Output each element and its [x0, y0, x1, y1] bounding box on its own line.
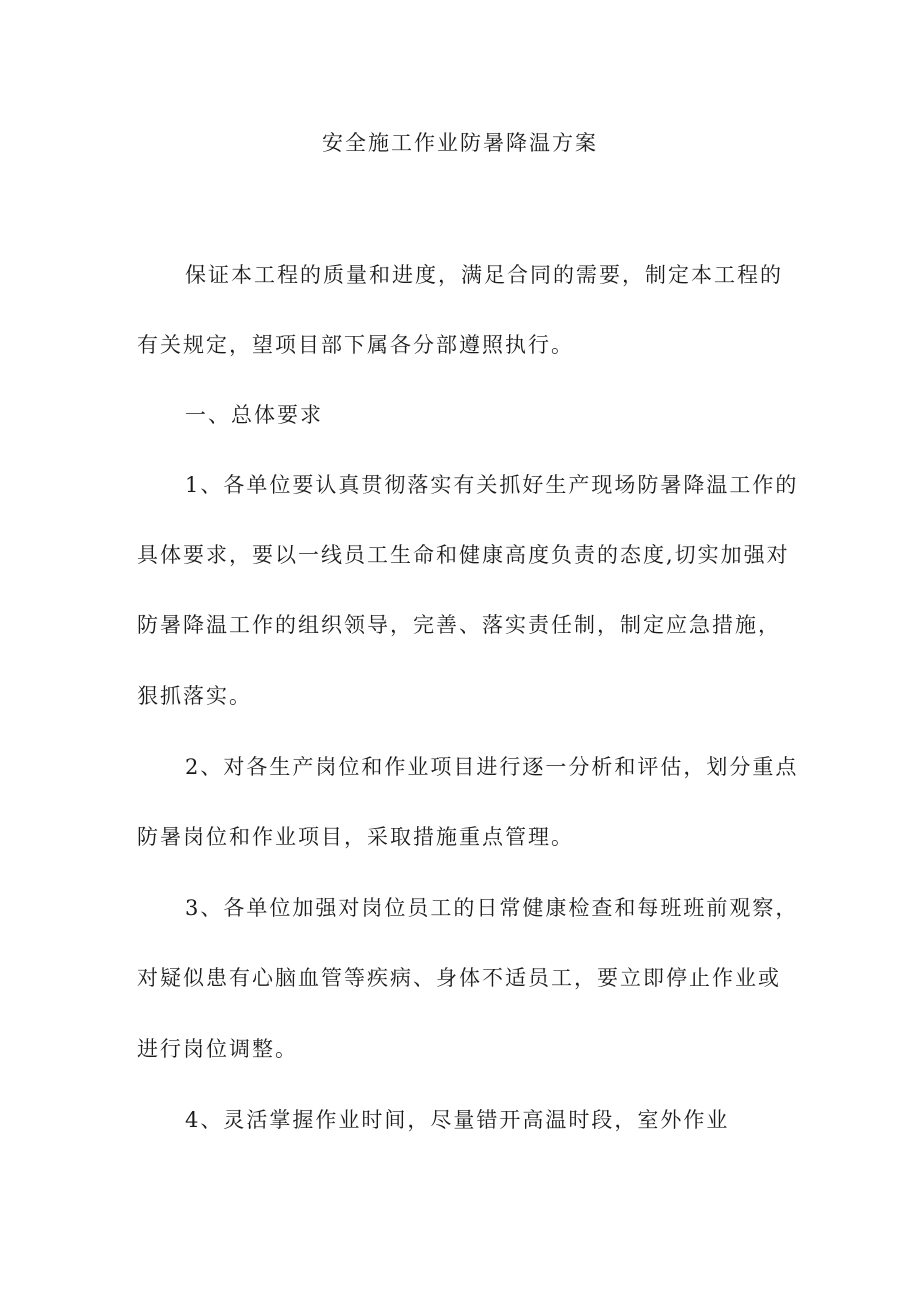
paragraph-line: 1、各单位要认真贯彻落实有关抓好生产现场防暑降温工作的 — [185, 473, 799, 497]
paragraph-line: 保证本工程的质量和进度，满足合同的需要，制定本工程的 — [185, 263, 783, 287]
paragraph-line: 有关规定，望项目部下属各分部遵照执行。 — [137, 333, 574, 357]
paragraph-line: 对疑似患有心脑血管等疾病、身体不适员工，要立即停止作业或 — [137, 966, 781, 990]
paragraph-line: 防暑岗位和作业项目，采取措施重点管理。 — [137, 825, 574, 849]
paragraph-line: 3、各单位加强对岗位员工的日常健康检查和每班班前观察， — [185, 896, 799, 920]
paragraph-line: 防暑降温工作的组织领导，完善、落实责任制，制定应急措施， — [137, 613, 781, 637]
paragraph-line: 进行岗位调整。 — [137, 1037, 298, 1061]
document-title: 安全施工作业防暑降温方案 — [322, 131, 598, 155]
section-heading: 一、总体要求 — [185, 403, 323, 427]
paragraph-line: 2、对各生产岗位和作业项目进行逐一分析和评估，划分重点 — [185, 755, 799, 779]
paragraph-line: 具体要求，要以一线员工生命和健康高度负责的态度,切实加强对 — [137, 543, 790, 567]
paragraph-line: 4、灵活掌握作业时间，尽量错开高温时段，室外作业 — [185, 1108, 730, 1132]
paragraph-line: 狠抓落实。 — [137, 684, 252, 708]
